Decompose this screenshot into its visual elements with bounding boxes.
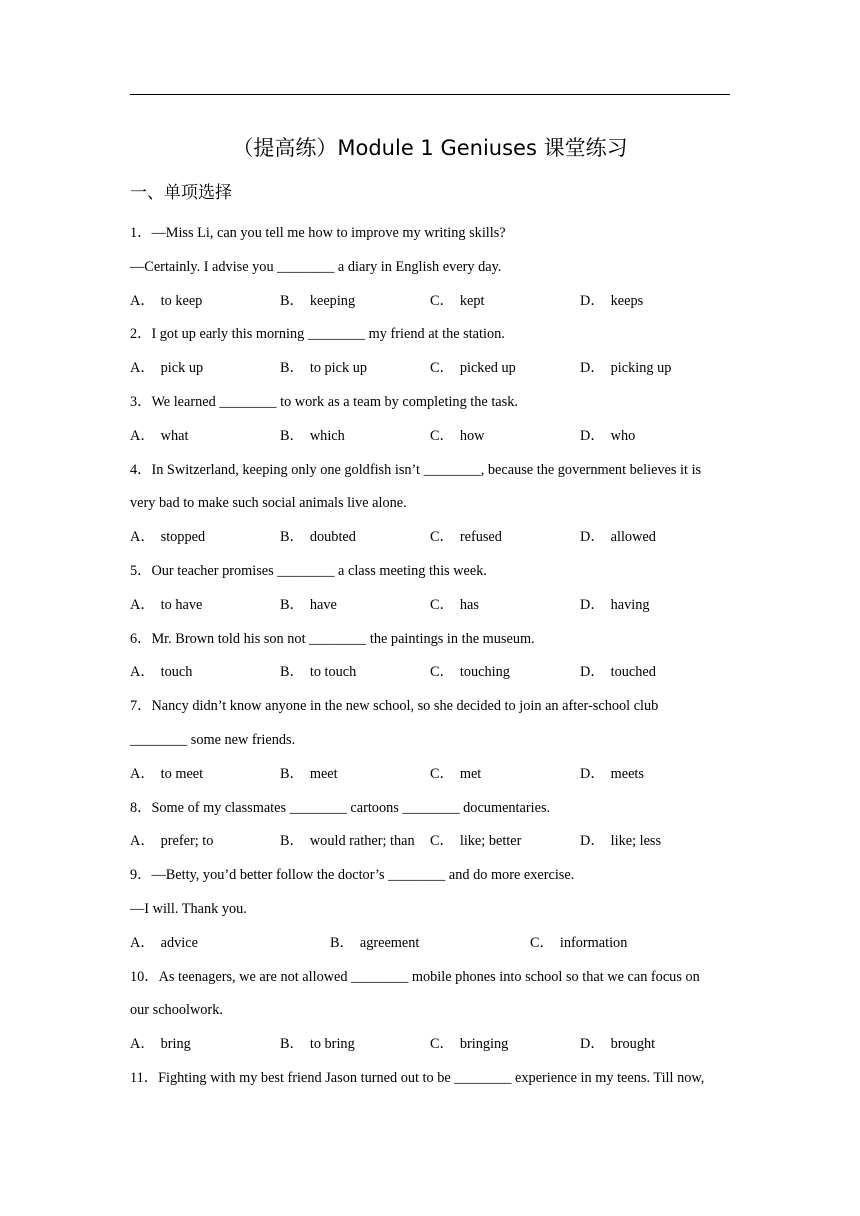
- option-a[interactable]: [130, 825, 213, 859]
- option-text: who: [610, 427, 636, 444]
- option-letter: A．: [130, 596, 155, 613]
- option-c[interactable]: [430, 1028, 508, 1062]
- question-6-options: [130, 656, 738, 690]
- option-c[interactable]: [430, 352, 516, 386]
- option-a[interactable]: [130, 927, 198, 961]
- option-text: touching: [459, 664, 510, 681]
- option-text: to keep: [160, 292, 203, 309]
- option-letter: B．: [280, 765, 304, 782]
- option-text: meet: [309, 765, 338, 782]
- option-text: having: [610, 596, 650, 613]
- option-letter: D．: [580, 765, 605, 782]
- option-text: has: [459, 596, 479, 613]
- option-letter: D．: [580, 664, 605, 681]
- option-c[interactable]: [430, 285, 484, 319]
- option-letter: B．: [280, 596, 304, 613]
- option-letter: D．: [580, 833, 605, 850]
- option-c[interactable]: [430, 656, 510, 690]
- question-1-options: [130, 285, 738, 319]
- question-8-text-line: 8．Some of my classmates ________ cartoons ________ documentaries.: [130, 799, 551, 816]
- option-text: information: [559, 934, 628, 951]
- question-1-text-line: 1．—Miss Li, can you tell me how to improve my writing skills?: [130, 225, 506, 241]
- question-7-text-line: ________ some new friends.: [130, 731, 296, 748]
- option-letter: C．: [430, 596, 454, 613]
- option-text: pick up: [160, 360, 204, 377]
- question-9-options: [130, 927, 738, 961]
- question-list: [130, 217, 738, 1096]
- option-text: touch: [160, 664, 193, 681]
- question-4-text-line: very bad to make such social animals live alone.: [130, 495, 407, 512]
- option-c[interactable]: [430, 758, 481, 792]
- option-d[interactable]: [580, 285, 643, 319]
- option-letter: D．: [580, 292, 605, 309]
- question-5-text-line: 5．Our teacher promises ________ a class meeting this week.: [130, 562, 487, 579]
- option-b[interactable]: [280, 285, 355, 319]
- option-c[interactable]: [430, 521, 502, 555]
- option-d[interactable]: [580, 420, 635, 454]
- option-a[interactable]: [130, 352, 203, 386]
- option-text: meets: [610, 765, 644, 782]
- question-10-text-line: 10．As teenagers, we are not allowed ________ mobile phones into school so that we can focus on: [130, 968, 700, 985]
- option-text: to touch: [309, 664, 357, 681]
- option-letter: B．: [280, 529, 304, 546]
- option-text: picking up: [610, 360, 672, 377]
- option-letter: C．: [430, 360, 454, 377]
- option-d[interactable]: [580, 825, 661, 859]
- question-3-text-line: 3．We learned ________ to work as a team by completing the task.: [130, 393, 518, 410]
- option-letter: D．: [580, 596, 605, 613]
- option-b[interactable]: [280, 758, 338, 792]
- option-b[interactable]: [280, 420, 345, 454]
- option-b[interactable]: [280, 352, 367, 386]
- header-rule: [130, 94, 730, 95]
- option-text: advice: [160, 934, 198, 951]
- option-letter: A．: [130, 529, 155, 546]
- question-9-text-line: 9．—Betty, you’d better follow the doctor’s ________ and do more exercise.: [130, 867, 575, 884]
- option-c[interactable]: [530, 927, 627, 961]
- question-4-text-line: 4．In Switzerland, keeping only one goldfish isn’t ________, because the government believes it is: [130, 461, 702, 478]
- option-letter: B．: [280, 664, 304, 681]
- option-text: how: [459, 427, 485, 444]
- question-7-text-line: 7．Nancy didn’t know anyone in the new school, so she decided to join an after-school club: [130, 698, 659, 715]
- option-text: picked up: [459, 360, 516, 377]
- section-heading: 一、单项选择: [130, 183, 232, 203]
- option-letter: C．: [430, 833, 454, 850]
- option-letter: B．: [280, 292, 304, 309]
- option-d[interactable]: [580, 589, 650, 623]
- option-text: brought: [610, 1036, 656, 1053]
- option-b[interactable]: [280, 1028, 355, 1062]
- option-text: to pick up: [309, 360, 368, 377]
- option-text: like; better: [459, 833, 522, 850]
- question-11-text-line: 11．Fighting with my best friend Jason turned out to be ________ experience in my teens. Till now,: [130, 1069, 705, 1086]
- option-a[interactable]: [130, 285, 202, 319]
- question-8-options: [130, 825, 738, 859]
- option-letter: B．: [280, 360, 304, 377]
- page-title: （提高练）Module 1 Geniuses 课堂练习: [232, 136, 628, 160]
- option-b[interactable]: [280, 656, 356, 690]
- option-c[interactable]: [430, 589, 479, 623]
- option-text: met: [459, 765, 482, 782]
- option-letter: C．: [430, 427, 454, 444]
- question-10-text-line: our schoolwork.: [130, 1002, 223, 1019]
- option-text: what: [160, 427, 189, 444]
- question-7-options: [130, 758, 738, 792]
- question-6-text-line: 6．Mr. Brown told his son not ________ the paintings in the museum.: [130, 630, 535, 647]
- option-letter: B．: [280, 833, 304, 850]
- option-letter: C．: [430, 765, 454, 782]
- option-letter: A．: [130, 1036, 155, 1053]
- option-text: keeps: [610, 292, 644, 309]
- option-text: prefer; to: [160, 833, 214, 850]
- option-d[interactable]: [580, 352, 671, 386]
- option-letter: D．: [580, 427, 605, 444]
- option-letter: A．: [130, 292, 155, 309]
- option-text: like; less: [610, 833, 662, 850]
- option-d[interactable]: [580, 521, 656, 555]
- question-10-options: [130, 1028, 738, 1062]
- option-letter: A．: [130, 934, 155, 951]
- option-text: touched: [610, 664, 656, 681]
- option-a[interactable]: [130, 758, 203, 792]
- option-b[interactable]: [330, 927, 419, 961]
- option-a[interactable]: [130, 420, 188, 454]
- option-text: doubted: [309, 529, 356, 546]
- option-letter: D．: [580, 360, 605, 377]
- option-d[interactable]: [580, 656, 656, 690]
- option-letter: C．: [430, 664, 454, 681]
- option-letter: C．: [430, 529, 454, 546]
- option-b[interactable]: [280, 825, 415, 859]
- option-a[interactable]: [130, 589, 202, 623]
- option-c[interactable]: [430, 420, 484, 454]
- question-2-text-line: 2．I got up early this morning ________ my friend at the station.: [130, 326, 505, 343]
- option-letter: A．: [130, 833, 155, 850]
- question-3-options: [130, 420, 738, 454]
- option-letter: A．: [130, 765, 155, 782]
- option-b[interactable]: [280, 589, 337, 623]
- option-text: keeping: [309, 292, 356, 309]
- question-2-options: [130, 352, 738, 386]
- option-text: stopped: [160, 529, 206, 546]
- option-letter: C．: [430, 292, 454, 309]
- option-text: which: [309, 427, 345, 444]
- option-letter: B．: [330, 934, 354, 951]
- option-d[interactable]: [580, 758, 644, 792]
- option-letter: A．: [130, 664, 155, 681]
- option-a[interactable]: [130, 1028, 191, 1062]
- option-letter: D．: [580, 1036, 605, 1053]
- option-letter: A．: [130, 427, 155, 444]
- option-d[interactable]: [580, 1028, 655, 1062]
- option-text: agreement: [359, 934, 420, 951]
- option-c[interactable]: [430, 825, 521, 859]
- option-text: to meet: [160, 765, 204, 782]
- option-text: to have: [160, 596, 203, 613]
- option-b[interactable]: [280, 521, 356, 555]
- option-a[interactable]: [130, 521, 205, 555]
- question-4-options: [130, 521, 738, 555]
- option-text: have: [309, 596, 337, 613]
- option-a[interactable]: [130, 656, 192, 690]
- option-text: to bring: [309, 1036, 355, 1053]
- option-letter: C．: [430, 1036, 454, 1053]
- option-text: kept: [459, 292, 485, 309]
- option-text: refused: [459, 529, 502, 546]
- option-text: bring: [160, 1036, 191, 1053]
- option-text: would rather; than: [309, 833, 415, 850]
- option-letter: B．: [280, 1036, 304, 1053]
- option-letter: C．: [530, 934, 554, 951]
- option-letter: D．: [580, 529, 605, 546]
- option-text: bringing: [459, 1036, 509, 1053]
- option-text: allowed: [610, 529, 656, 546]
- question-9-text-line: —I will. Thank you.: [130, 900, 247, 917]
- option-letter: A．: [130, 360, 155, 377]
- question-1-text-line: —Certainly. I advise you ________ a diary in English every day.: [130, 258, 502, 275]
- question-5-options: [130, 589, 738, 623]
- option-letter: B．: [280, 427, 304, 444]
